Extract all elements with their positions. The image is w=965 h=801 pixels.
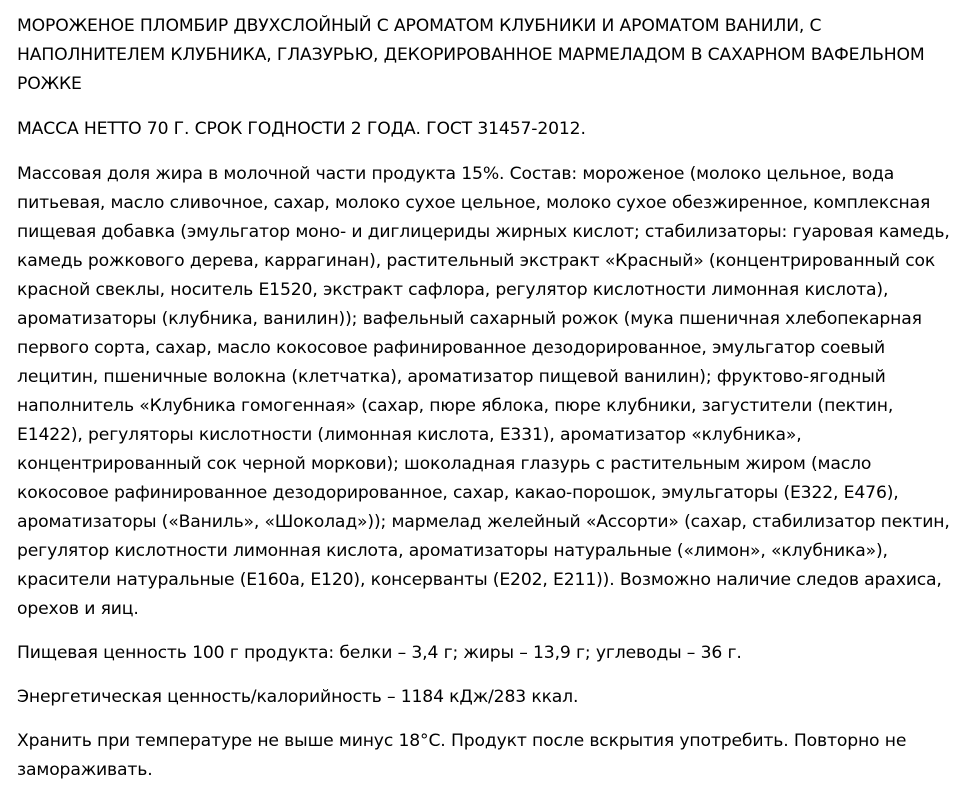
composition-paragraph: Массовая доля жира в молочной части продукта 15%. Состав: мороженое (молоко цельное, вода питьевая, масло сливочное, сахар, молоко сухое цельное, молоко сухое обезжиренное, комплексная пищевая добавка (эмульгатор моно- и диглицериды жирных кислот; стабилизаторы: гуаровая камедь, камедь рожкового дерева, каррагинан), растительный экстракт «Красный» (концентрированный сок красной свеклы, носитель Е1520, экстракт сафлора, регулятор кислотности лимонная кислота), ароматизаторы (клубника, ванилин)); вафельный сахарный рожок (мука пшеничная хлебопекарная первого сорта, сахар, масло кокосовое рафинированное дезодорированное, эмульгатор соевый лецитин, пшеничные волокна (клетчатка), ароматизатор пищевой ванилин); фруктово-ягодный наполнитель «Клубника гомогенная» (сахар, пюре яблока, пюре клубники, загустители (пектин, Е1422), регуляторы кислотности (лимонная кислота, Е331), ароматизатор «клубника», концентрированный сок черной моркови); шоколадная глазурь с растительным жиром (масло кокосовое рафинированное дезодорированное, сахар, какао-порошок, эмульгаторы (Е322, Е476), ароматизаторы («Ваниль», «Шоколад»)); мармелад желейный «Ассорти» (сахар, стабилизатор пектин, регулятор кислотности лимонная кислота, ароматизаторы натуральные («лимон», «клубника»), красители натуральные (Е160а, Е120), консерванты (Е202, Е211)). Возможно наличие следов арахиса, орехов и яиц. bbox=[17, 164, 950, 619]
storage-instructions: Хранить при температуре не выше минус 18°С. Продукт после вскрытия употребить. Повторно не замораживать. bbox=[17, 731, 907, 780]
net-weight-line: МАССА НЕТТО 70 Г. СРОК ГОДНОСТИ 2 ГОДА. ГОСТ 31457-2012. bbox=[17, 119, 586, 139]
energy-value-line: Энергетическая ценность/калорийность – 1184 кДж/283 ккал. bbox=[17, 687, 579, 707]
nutrition-facts-line: Пищевая ценность 100 г продукта: белки – 3,4 г; жиры – 13,9 г; углеводы – 36 г. bbox=[17, 643, 742, 663]
product-label-document bbox=[17, 12, 957, 801]
product-title: МОРОЖЕНОЕ ПЛОМБИР ДВУХСЛОЙНЫЙ С АРОМАТОМ КЛУБНИКИ И АРОМАТОМ ВАНИЛИ, С НАПОЛНИТЕЛЕМ КЛУБНИКА, ГЛАЗУРЬЮ, ДЕКОРИРОВАННОЕ МАРМЕЛАДОМ В САХАРНОМ ВАФЕЛЬНОМ РОЖКЕ bbox=[17, 16, 925, 94]
